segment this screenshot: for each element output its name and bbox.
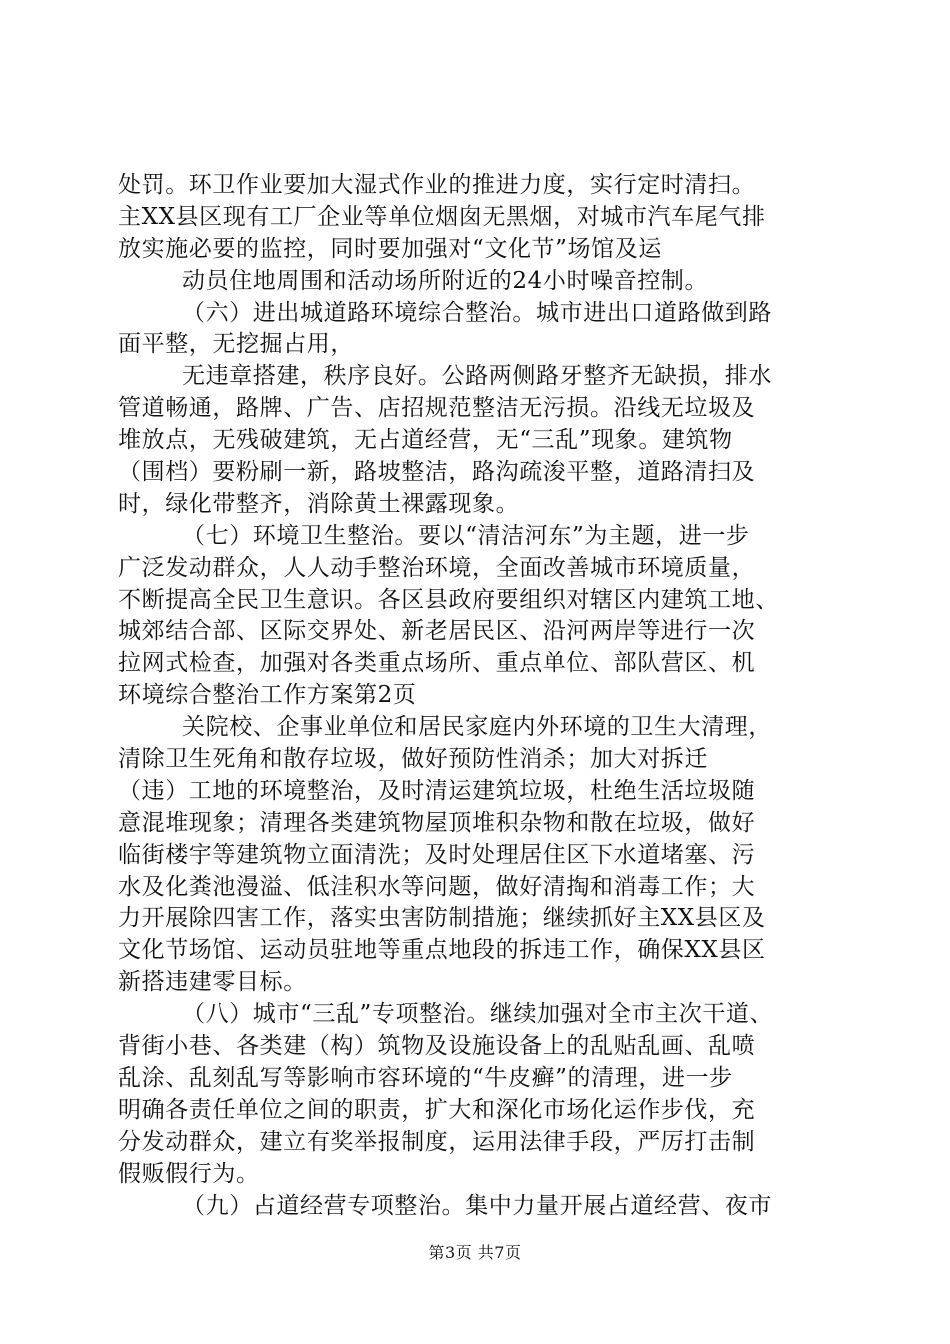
document-body (118, 170, 838, 1222)
text-line: 动员住地周围和活动场所附近的24小时噪音控制。 (182, 267, 709, 294)
text-line: 时，绿化带整齐，消除黄土裸露现象。 (118, 490, 520, 517)
text-line: 力开展除四害工作，落实虫害防制措施；继续抓好主XX县区及 (118, 905, 766, 932)
text-line: 环境综合整治工作方案第2页 (118, 682, 417, 709)
text-line: 明确各责任单位之间的职责，扩大和深化市场化运作步伐，充 (118, 1096, 756, 1123)
text-line: 放实施必要的监控，同时要加强对“文化节”场馆及运 (118, 235, 662, 262)
text-line: 假贩假行为。 (118, 1160, 260, 1187)
text-line: 广泛发动群众，人人动手整治环境，全面改善城市环境质量， (118, 554, 756, 581)
text-line: （围档）要粉刷一新，路坡整洁，路沟疏浚平整，道路清扫及 (118, 459, 756, 486)
text-line: 处罚。环卫作业要加大湿式作业的推进力度，实行定时清扫。 (118, 172, 756, 198)
text-line: （七）环境卫生整治。要以“清洁河东”为主题，进一步 (182, 522, 750, 549)
text-line: 拉网式检查，加强对各类重点场所、重点单位、部队营区、机 (118, 650, 756, 677)
text-line: 堆放点，无残破建筑，无占道经营，无“三乱”现象。建筑物 (118, 427, 733, 454)
text-line: 不断提高全民卫生意识。各区县政府要组织对辖区内建筑工地、 (118, 586, 779, 613)
text-line: 背街小巷、各类建（构）筑物及设施设备上的乱贴乱画、乱喷 (118, 1033, 756, 1060)
text-line: 临街楼宇等建筑物立面清洗；及时处理居住区下水道堵塞、污 (118, 841, 756, 868)
text-line: 文化节场馆、运动员驻地等重点地段的拆违工作，确保XX县区 (118, 937, 766, 964)
text-line: 无违章搭建，秩序良好。公路两侧路牙整齐无缺损，排水 (182, 363, 772, 390)
text-line: 意混堆现象；清理各类建筑物屋顶堆积杂物和散在垃圾，做好 (118, 809, 756, 836)
text-line: 城郊结合部、区际交界处、新老居民区、沿河两岸等进行一次 (118, 618, 756, 645)
text-line: 乱涂、乱刻乱写等影响市容环境的“牛皮癣”的清理，进一步 (118, 1064, 733, 1091)
text-line: 新搭违建零目标。 (118, 969, 307, 996)
text-line: 水及化粪池漫溢、低洼积水等问题，做好清掏和消毒工作；大 (118, 873, 756, 900)
text-line: 分发动群众，建立有奖举报制度，运用法律手段，严厉打击制 (118, 1128, 756, 1155)
page-footer: 第3页 共7页 (428, 1243, 522, 1262)
text-line: （违）工地的环境整治，及时清运建筑垃圾，杜绝生活垃圾随 (118, 777, 756, 804)
text-line: 关院校、企事业单位和居民家庭内外环境的卫生大清理， (182, 714, 772, 741)
text-line: 主XX县区现有工厂企业等单位烟囱无黑烟，对城市汽车尾气排 (118, 203, 766, 230)
text-line: （六）进出城道路环境综合整治。城市进出口道路做到路 (182, 299, 772, 326)
text-line: （八）城市“三乱”专项整治。继续加强对全市主次干道、 (182, 1001, 774, 1028)
text-line: （九）占道经营专项整治。集中力量开展占道经营、夜市 (182, 1192, 772, 1219)
text-line: 面平整，无挖掘占用， (118, 331, 354, 358)
text-line: 管道畅通，路牌、广告、店招规范整洁无污损。沿线无垃圾及 (118, 395, 756, 422)
text-line: 清除卫生死角和散存垃圾，做好预防性消杀；加大对拆迁 (118, 746, 708, 773)
